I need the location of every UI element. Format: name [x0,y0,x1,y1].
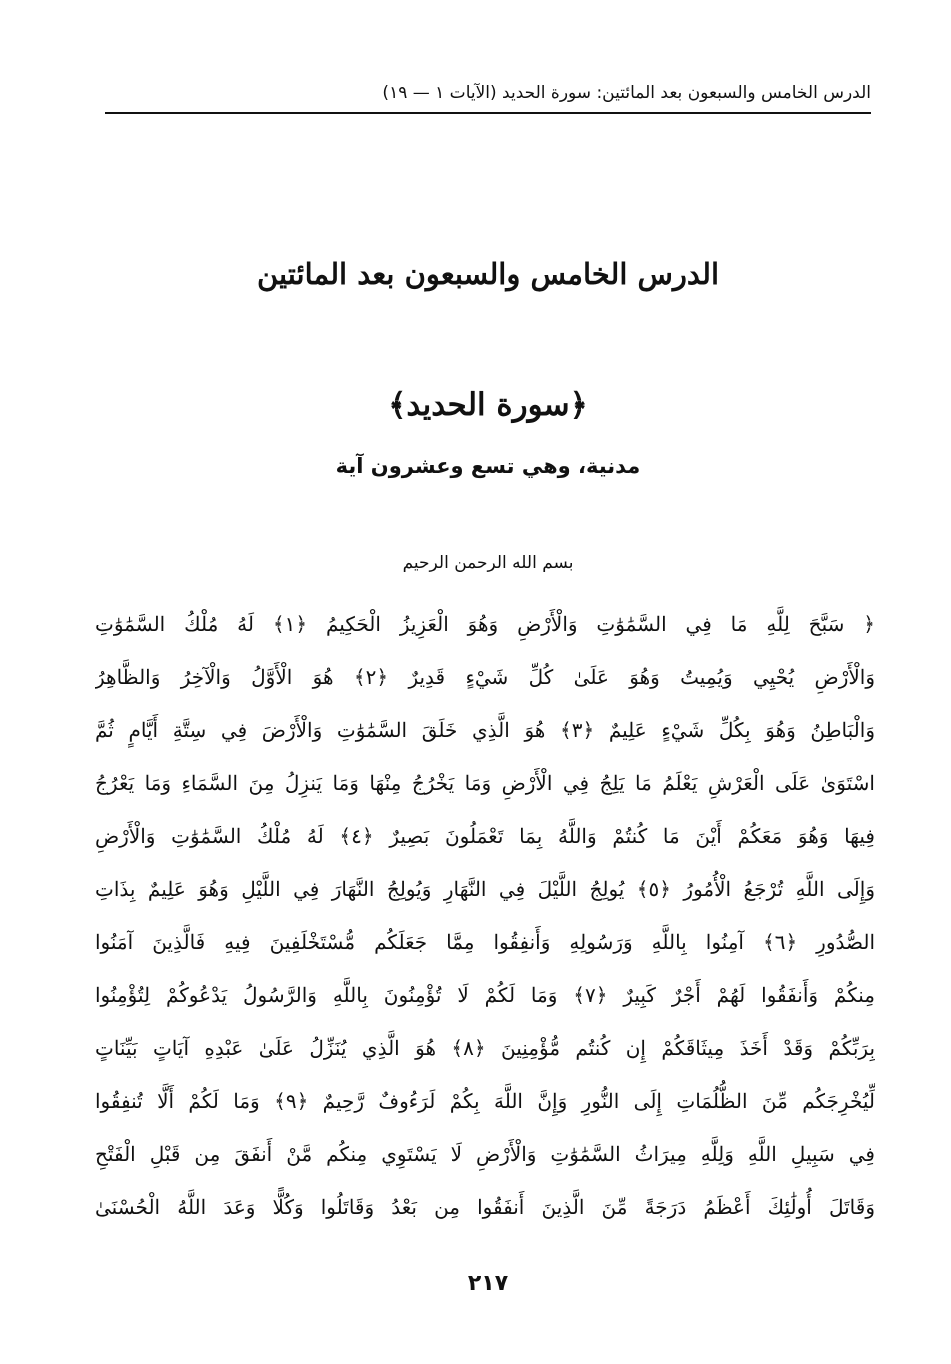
quran-line: مِنكُمْ وَأَنفَقُوا لَهُمْ أَجْرٌ كَبِيرٌ ﴿٧﴾ وَمَا لَكُمْ لَا تُؤْمِنُونَ بِاللَّهِ وَالرَّسُولُ يَدْعُوكُمْ لِتُؤْمِنُوا [95,983,875,1007]
quran-line: وَالْأَرْضِ يُحْيِي وَيُمِيتُ وَهُوَ عَلَىٰ كُلِّ شَيْءٍ قَدِيرٌ ﴿٢﴾ هُوَ الْأَوَّلُ وَالْآخِرُ وَالظَّاهِرُ [95,665,875,689]
page-number: ٢١٧ [467,1271,509,1296]
quran-line: وَقَاتَلَ أُولَٰئِكَ أَعْظَمُ دَرَجَةً مِّنَ الَّذِينَ أَنفَقُوا مِن بَعْدُ وَقَاتَلُوا وَكُلًّا وَعَدَ اللَّهُ الْحُسْنَىٰ [95,1195,875,1219]
running-header: الدرس الخامس والسبعون بعد المائتين: سورة الحديد (الآيات ١ — ١٩) [382,83,871,103]
quran-line: ﴿ سَبَّحَ لِلَّهِ مَا فِي السَّمَٰوَٰتِ وَالْأَرْضِ وَهُوَ الْعَزِيزُ الْحَكِيمُ ﴿١﴾ لَهُ مُلْكُ السَّمَٰوَٰتِ [95,612,875,636]
quran-line: الصُّدُورِ ﴿٦﴾ آمِنُوا بِاللَّهِ وَرَسُولِهِ وَأَنفِقُوا مِمَّا جَعَلَكُم مُّسْتَخْلَفِينَ فِيهِ فَالَّذِينَ آمَنُوا [95,930,875,954]
basmala: بسم الله الرحمن الرحيم [402,553,574,573]
quran-line: لِّيُخْرِجَكُم مِّنَ الظُّلُمَاتِ إِلَى النُّورِ وَإِنَّ اللَّهَ بِكُمْ لَرَءُوفٌ رَّحِيمٌ ﴿٩﴾ وَمَا لَكُمْ أَلَّا تُنفِقُوا [95,1089,875,1113]
quran-line: وَالْبَاطِنُ وَهُوَ بِكُلِّ شَيْءٍ عَلِيمٌ ﴿٣﴾ هُوَ الَّذِي خَلَقَ السَّمَٰوَٰتِ وَالْأَرْضَ فِي سِتَّةِ أَيَّامٍ ثُمَّ [95,718,875,742]
quran-line: فِيهَا وَهُوَ مَعَكُمْ أَيْنَ مَا كُنتُمْ وَاللَّهُ بِمَا تَعْمَلُونَ بَصِيرٌ ﴿٤﴾ لَهُ مُلْكُ السَّمَٰوَٰتِ وَالْأَرْضِ [95,824,875,848]
surah-title: ﴿سورة الحديد﴾ [388,387,588,423]
quran-line: اسْتَوَىٰ عَلَى الْعَرْشِ يَعْلَمُ مَا يَلِجُ فِي الْأَرْضِ وَمَا يَخْرُجُ مِنْهَا وَمَا يَنزِلُ مِنَ السَّمَاءِ وَمَا يَعْرُجُ [95,771,875,795]
quran-line: بِرَبِّكُمْ وَقَدْ أَخَذَ مِيثَاقَكُمْ إِن كُنتُم مُّؤْمِنِينَ ﴿٨﴾ هُوَ الَّذِي يُنَزِّلُ عَلَىٰ عَبْدِهِ آيَاتٍ بَيِّنَاتٍ [95,1036,875,1060]
surah-subtitle: مدنية، وهي تسع وعشرون آية [335,454,641,478]
lesson-title: الدرس الخامس والسبعون بعد المائتين [256,257,720,291]
header-rule [105,112,871,114]
quran-text [95,598,875,1234]
quran-line: وَإِلَى اللَّهِ تُرْجَعُ الْأُمُورُ ﴿٥﴾ يُولِجُ اللَّيْلَ فِي النَّهَارِ وَيُولِجُ النَّهَارَ فِي اللَّيْلِ وَهُوَ عَلِيمٌ بِذَاتِ [95,877,875,901]
quran-line: فِي سَبِيلِ اللَّهِ وَلِلَّهِ مِيرَاثُ السَّمَٰوَٰتِ وَالْأَرْضِ لَا يَسْتَوِي مِنكُم مَّنْ أَنفَقَ مِن قَبْلِ الْفَتْحِ [95,1142,875,1166]
